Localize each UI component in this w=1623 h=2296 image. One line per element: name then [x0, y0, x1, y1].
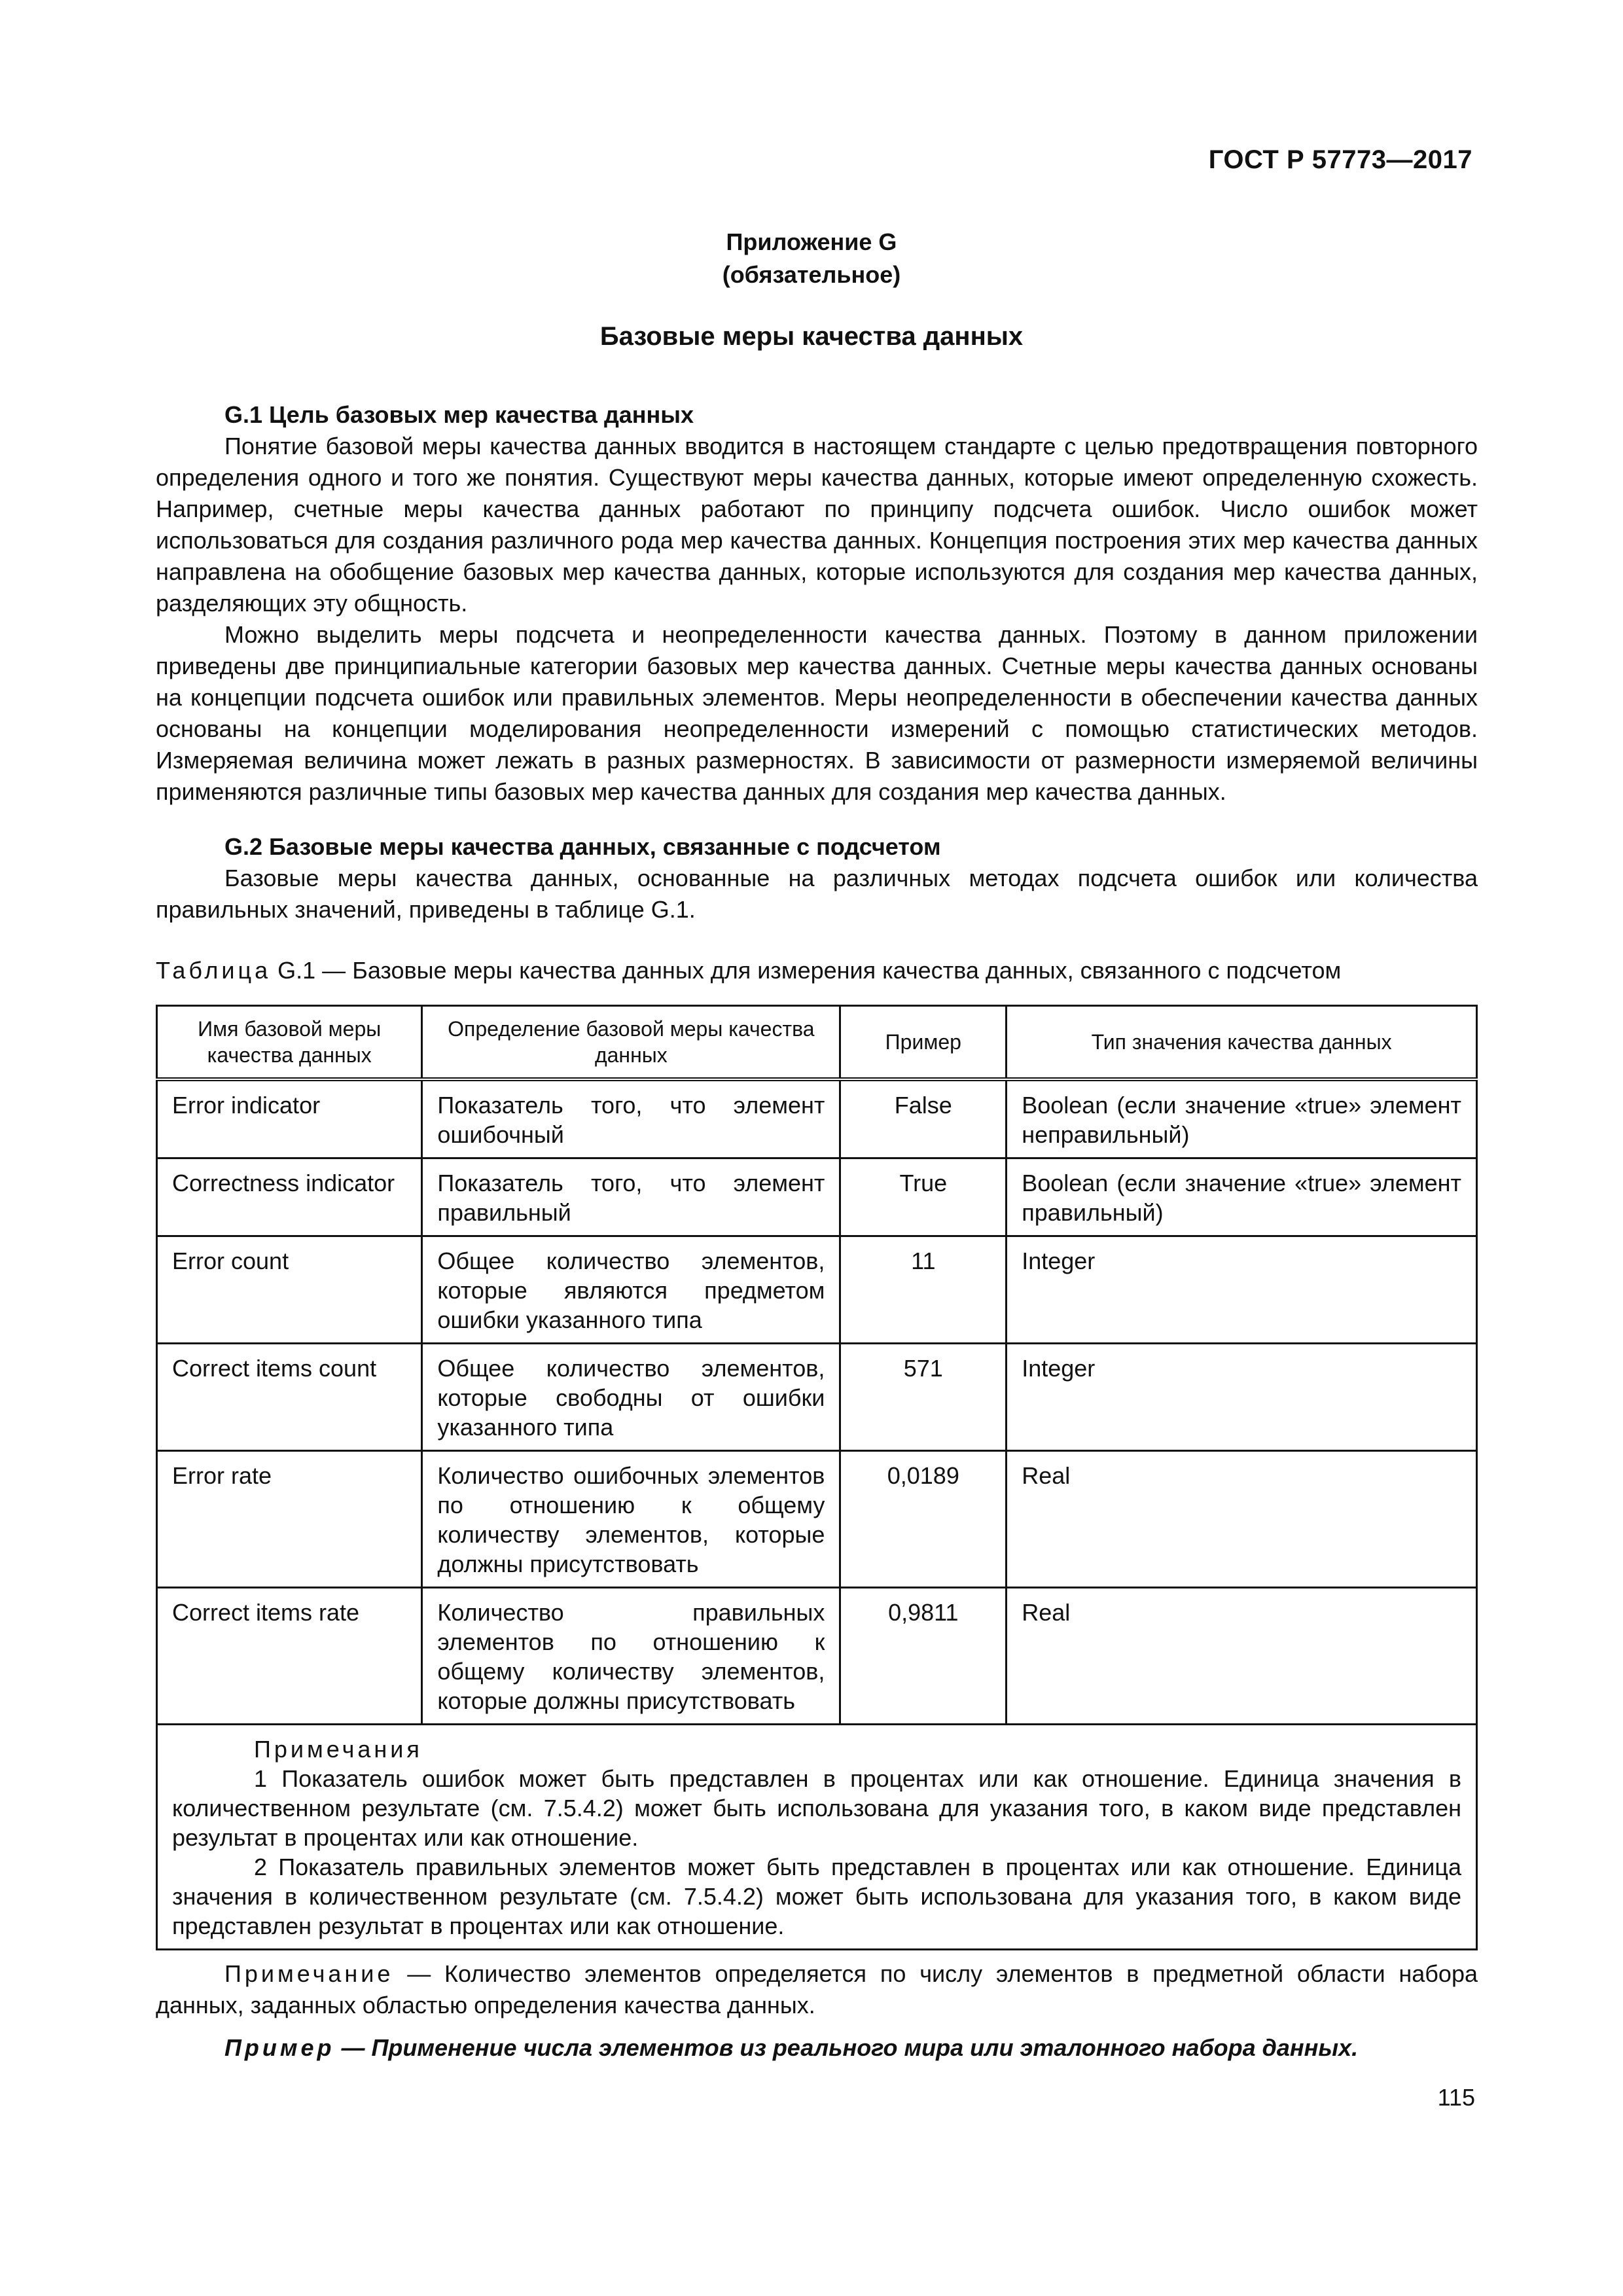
section-heading: G.2 Базовые меры качества данных, связанные с подсчетом: [224, 833, 941, 860]
footnote-label: Примечание: [224, 1960, 394, 1987]
table-caption: [156, 957, 1341, 984]
example-text: — Применение числа элементов из реального мира или эталонного набора данных.: [334, 2034, 1359, 2061]
notes-title: Примечания: [254, 1736, 423, 1763]
cell-name: Correct items rate: [157, 1588, 422, 1725]
column-header: Пример: [840, 1006, 1007, 1080]
cell-definition: Количество ошибочных элементов по отношению к общему количеству элементов, которые должны присутствовать: [422, 1451, 840, 1588]
page-title: Базовые меры качества данных: [599, 322, 1024, 351]
table-row: [157, 1588, 1477, 1725]
annex-title: Приложение G: [726, 228, 897, 255]
paragraph: Понятие базовой меры качества данных вводится в настоящем стандарте с целью предотвращения повторного определения одного и того же понятия. Существуют меры качества данных, которые имеют определенную схожесть. Например, счетные меры качества данных работают по принципу подсчета ошибок. Число ошибок может использоваться для создания различного рода мер качества данных. Концепция построения этих мер качества данных направлена на обобщение базовых мер качества данных, которые используются для создания мер качества данных, разделяющих эту общность.: [156, 433, 1478, 617]
cell-example: True: [840, 1158, 1007, 1236]
cell-example: 0,9811: [840, 1588, 1007, 1725]
footnote-text: — Количество элементов определяется по числу элементов в предметной области набора данных, заданных областью определения качества данных.: [156, 1960, 1478, 2018]
cell-type: Boolean (если значение «true» элемент правильный): [1007, 1158, 1477, 1236]
table-row: [157, 1079, 1477, 1158]
cell-definition: Показатель того, что элемент ошибочный: [422, 1079, 840, 1158]
cell-name: Error rate: [157, 1451, 422, 1588]
cell-name: Error indicator: [157, 1079, 422, 1158]
table-row: [157, 1344, 1477, 1451]
cell-type: Real: [1007, 1588, 1477, 1725]
section-g1: [156, 399, 1478, 808]
cell-definition: Показатель того, что элемент правильный: [422, 1158, 840, 1236]
cell-definition: Общее количество элементов, которые являются предметом ошибки указанного типа: [422, 1236, 840, 1344]
cell-definition: Общее количество элементов, которые свободны от ошибки указанного типа: [422, 1344, 840, 1451]
annex-heading: [0, 226, 1623, 291]
column-header: Тип значения качества данных: [1007, 1006, 1477, 1080]
example-note: [156, 2034, 1478, 2062]
table-notes: [157, 1725, 1477, 1950]
section-g2: [156, 831, 1478, 925]
cell-example: 11: [840, 1236, 1007, 1344]
example-label: Пример: [224, 2034, 335, 2061]
cell-definition: Количество правильных элементов по отношению к общему количеству элементов, которые должны присутствовать: [422, 1588, 840, 1725]
table-row: [157, 1451, 1477, 1588]
cell-example: 0,0189: [840, 1451, 1007, 1588]
table-caption-label: Таблица: [156, 957, 272, 984]
footnote: [156, 1958, 1478, 2021]
table-row: [157, 1236, 1477, 1344]
paragraph: Можно выделить меры подсчета и неопределенности качества данных. Поэтому в данном приложении приведены две принципиальные категории базовых мер качества данных. Счетные меры качества данных основаны на концепции подсчета ошибок или правильных элементов. Меры неопределенности в обеспечении качества данных основаны на концепции моделирования неопределенности измерений с помощью статистических методов. Измеряемая величина может лежать в разных размерностях. В зависимости от размерности измеряемой величины применяются различные типы базовых мер качества данных для создания мер качества данных.: [156, 621, 1478, 805]
table-g1: [156, 1005, 1478, 1950]
table-row: [157, 1158, 1477, 1236]
cell-name: Correctness indicator: [157, 1158, 422, 1236]
annex-status: (обязательное): [722, 261, 901, 288]
cell-type: Real: [1007, 1451, 1477, 1588]
cell-type: Boolean (если значение «true» элемент неправильный): [1007, 1079, 1477, 1158]
document-code: ГОСТ Р 57773—2017: [1208, 145, 1472, 174]
note-item: 2 Показатель правильных элементов может быть представлен в процентах или как отношение. Единица значения в количественном результате (см. 7.5.4.2) может быть использована для указания того, в каком виде представлен результат в процентах или как отношение.: [172, 1854, 1461, 1939]
page-number: 115: [1437, 2084, 1475, 2111]
cell-example: False: [840, 1079, 1007, 1158]
table-notes-row: [157, 1725, 1477, 1950]
cell-name: Correct items count: [157, 1344, 422, 1451]
section-heading: G.1 Цель базовых мер качества данных: [224, 401, 694, 428]
cell-type: Integer: [1007, 1236, 1477, 1344]
note-item: 1 Показатель ошибок может быть представлен в процентах или как отношение. Единица значения в количественном результате (см. 7.5.4.2) может быть использована для указания того, в каком виде представлен результат в процентах или как отношение.: [172, 1765, 1461, 1851]
cell-type: Integer: [1007, 1344, 1477, 1451]
column-header: Имя базовой меры качества данных: [157, 1006, 422, 1080]
table-header-row: [157, 1006, 1477, 1080]
column-header: Определение базовой меры качества данных: [422, 1006, 840, 1080]
cell-name: Error count: [157, 1236, 422, 1344]
table-caption-text: G.1 — Базовые меры качества данных для измерения качества данных, связанного с подсчетом: [271, 957, 1342, 984]
cell-example: 571: [840, 1344, 1007, 1451]
paragraph: Базовые меры качества данных, основанные на различных методах подсчета ошибок или количества правильных значений, приведены в таблице G.1.: [156, 865, 1478, 923]
